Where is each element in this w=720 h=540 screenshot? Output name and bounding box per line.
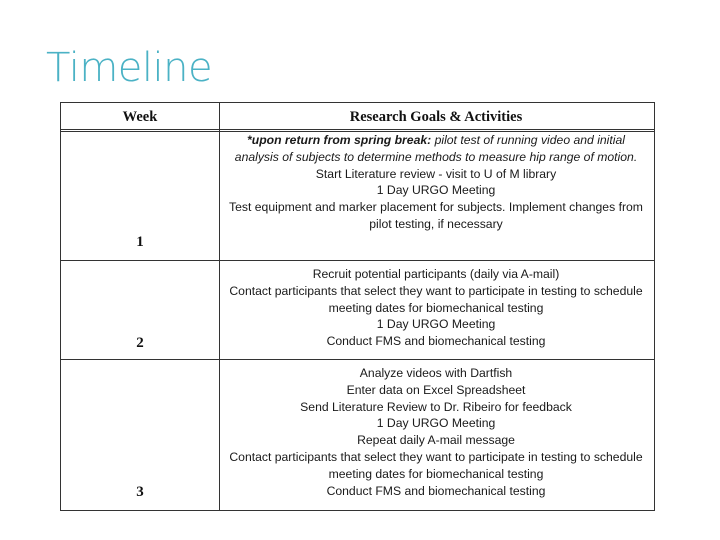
activity-item: Contact participants that select they want to participate in testing to schedule meeting dates for biomechanical testing [229, 449, 643, 481]
activity-item: Enter data on Excel Spreadsheet [346, 382, 526, 397]
activity-item: Test equipment and marker placement for subjects. Implement changes from pilot testing, if necessary [229, 200, 643, 231]
activity-item: Start Literature review - visit to U of M library [315, 166, 557, 181]
activities-list [227, 132, 645, 233]
week-number: 3 [136, 484, 144, 500]
row-divider [61, 359, 654, 360]
header-activities: Research Goals & Activities [349, 109, 523, 125]
activity-item: Conduct FMS and biomechanical testing [326, 334, 546, 349]
activities-cell [227, 132, 645, 233]
activity-item [227, 132, 645, 166]
column-divider [219, 103, 220, 510]
timeline-table [60, 102, 655, 511]
activity-item: 1 Day URGO Meeting [376, 183, 496, 198]
activity-lead-text: pilot test of running video and initial analysis of subjects to determine methods to measure hip range of motion. [234, 133, 638, 164]
slide-title: Timeline [46, 45, 213, 91]
activity-item: 1 Day URGO Meeting [376, 317, 496, 332]
activity-item: 1 Day URGO Meeting [376, 416, 496, 431]
activities-cell [227, 365, 645, 499]
activities-list [227, 266, 645, 350]
activity-lead: *upon return from spring break: [247, 133, 432, 147]
row-divider [61, 260, 654, 261]
activity-item: Analyze videos with Dartfish [359, 366, 513, 380]
header-week: Week [122, 109, 158, 125]
activity-item: Conduct FMS and biomechanical testing [326, 483, 546, 498]
week-number: 2 [136, 335, 144, 351]
activity-item: Recruit potential participants (daily via A-mail) [312, 267, 560, 281]
activity-item: Repeat daily A-mail message [357, 433, 515, 448]
activities-list [227, 365, 645, 499]
week-number: 1 [136, 234, 144, 250]
activity-item: Contact participants that select they want to participate in testing to schedule meeting dates for biomechanical testing [229, 283, 643, 315]
activities-cell [227, 266, 645, 350]
activity-item: Send Literature Review to Dr. Ribeiro for feedback [300, 399, 572, 414]
